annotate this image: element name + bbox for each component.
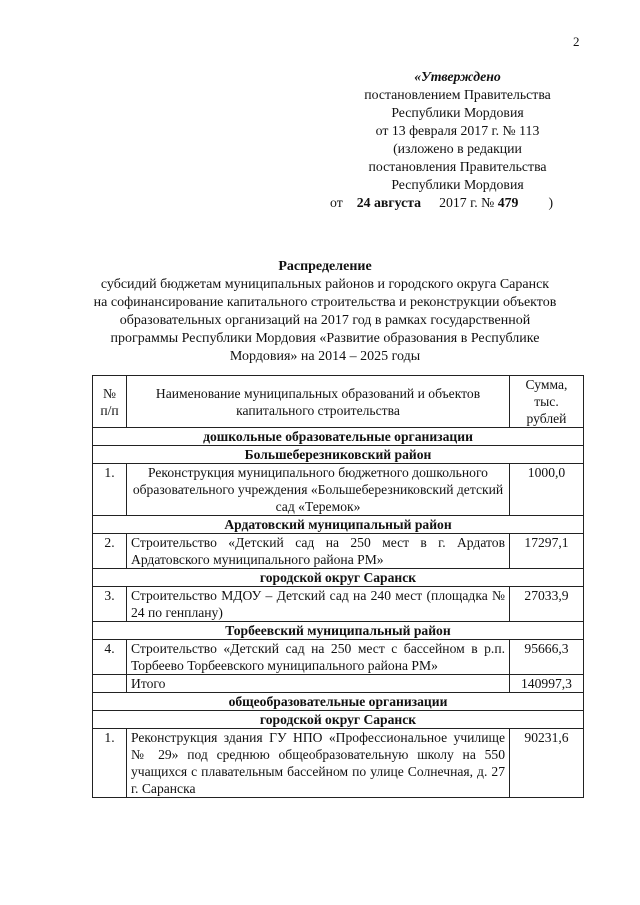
approval-line: постановлением Правительства — [364, 87, 551, 102]
approval-year-no: 2017 г. № — [439, 195, 495, 210]
row-name: Строительство «Детский сад на 250 мест с бассейном в р.п. Торбеево Торбеевского муниципального района РМ» — [127, 640, 510, 675]
row-sum: 27033,9 — [510, 587, 584, 622]
row-name: Строительство «Детский сад на 250 мест в г. Ардатов Ардатовского муниципального района РМ» — [127, 534, 510, 569]
approval-prefix: от — [330, 195, 343, 210]
approval-filled-date: 24 августа — [356, 195, 422, 210]
section-preschool: дошкольные образовательные организации — [93, 428, 584, 446]
section-row — [93, 428, 584, 446]
header-number: № п/п — [93, 376, 127, 428]
district-ardatovsky: Ардатовский муниципальный район — [93, 516, 584, 534]
row-sum: 17297,1 — [510, 534, 584, 569]
district-row — [93, 446, 584, 464]
district-saransk: городской округ Саранск — [93, 711, 584, 729]
title-line: субсидий бюджетам муниципальных районов и городского округа Саранск — [100, 277, 550, 292]
row-name: Строительство МДОУ – Детский сад на 240 мест (площадка № 24 по генплану) — [127, 587, 510, 622]
district-bolshebereznikovsky: Большеберезниковский район — [93, 446, 584, 464]
district-row — [93, 516, 584, 534]
row-number: 1. — [93, 464, 127, 516]
table-header-row — [93, 376, 584, 428]
page-number: 2 — [573, 34, 580, 49]
table-row — [93, 587, 584, 622]
approval-line: Республики Мордовия — [391, 177, 524, 192]
district-row — [93, 711, 584, 729]
table-row — [93, 464, 584, 516]
row-number: 3. — [93, 587, 127, 622]
title-line: программы Республики Мордовия «Развитие образования в Республике — [110, 331, 540, 346]
header-sum: Сумма, тыс. рублей — [510, 376, 584, 428]
approval-heading: «Утверждено — [414, 69, 501, 84]
approval-block — [330, 68, 585, 212]
approval-date-line — [330, 194, 585, 212]
row-sum: 90231,6 — [510, 729, 584, 798]
header-name: Наименование муниципальных образований и объектов капитального строительства — [127, 376, 510, 428]
title-line: на софинансирование капитального строительства и реконструкции объектов — [93, 295, 557, 310]
row-name: Реконструкция здания ГУ НПО «Профессиональное училище № 29» под среднюю общеобразовательную школу на 550 учащихся с плавательным бассейном по улице Солнечная, д. 27 г. Саранска — [127, 729, 510, 798]
total-empty-cell — [93, 675, 127, 693]
section-general: общеобразовательные организации — [93, 693, 584, 711]
approval-filled-number: 479 — [497, 195, 519, 210]
approval-line: (изложено в редакции — [393, 141, 522, 156]
district-row — [93, 569, 584, 587]
subsidy-table — [92, 375, 584, 798]
title-heading: Распределение — [278, 259, 372, 274]
total-row — [93, 675, 584, 693]
table-row — [93, 729, 584, 798]
row-number: 4. — [93, 640, 127, 675]
approval-close: ) — [548, 195, 554, 210]
district-torbeevsky: Торбеевский муниципальный район — [93, 622, 584, 640]
title-line: Мордовия» на 2014 – 2025 годы — [229, 349, 421, 364]
table-row — [93, 640, 584, 675]
document-title — [60, 258, 590, 366]
row-number: 2. — [93, 534, 127, 569]
section-row — [93, 693, 584, 711]
row-name: Реконструкция муниципального бюджетного дошкольного образовательного учреждения «Большеберезниковский детский сад «Теремок» — [127, 464, 510, 516]
approval-line: от 13 февраля 2017 г. № 113 — [375, 123, 540, 138]
row-sum: 1000,0 — [510, 464, 584, 516]
total-label: Итого — [127, 675, 510, 693]
row-number: 1. — [93, 729, 127, 798]
title-line: образовательных организаций на 2017 год в рамках государственной — [119, 313, 531, 328]
total-value: 140997,3 — [510, 675, 584, 693]
row-sum: 95666,3 — [510, 640, 584, 675]
approval-line: Республики Мордовия — [391, 105, 524, 120]
district-row — [93, 622, 584, 640]
district-saransk: городской округ Саранск — [93, 569, 584, 587]
approval-line: постановления Правительства — [368, 159, 547, 174]
table-row — [93, 534, 584, 569]
